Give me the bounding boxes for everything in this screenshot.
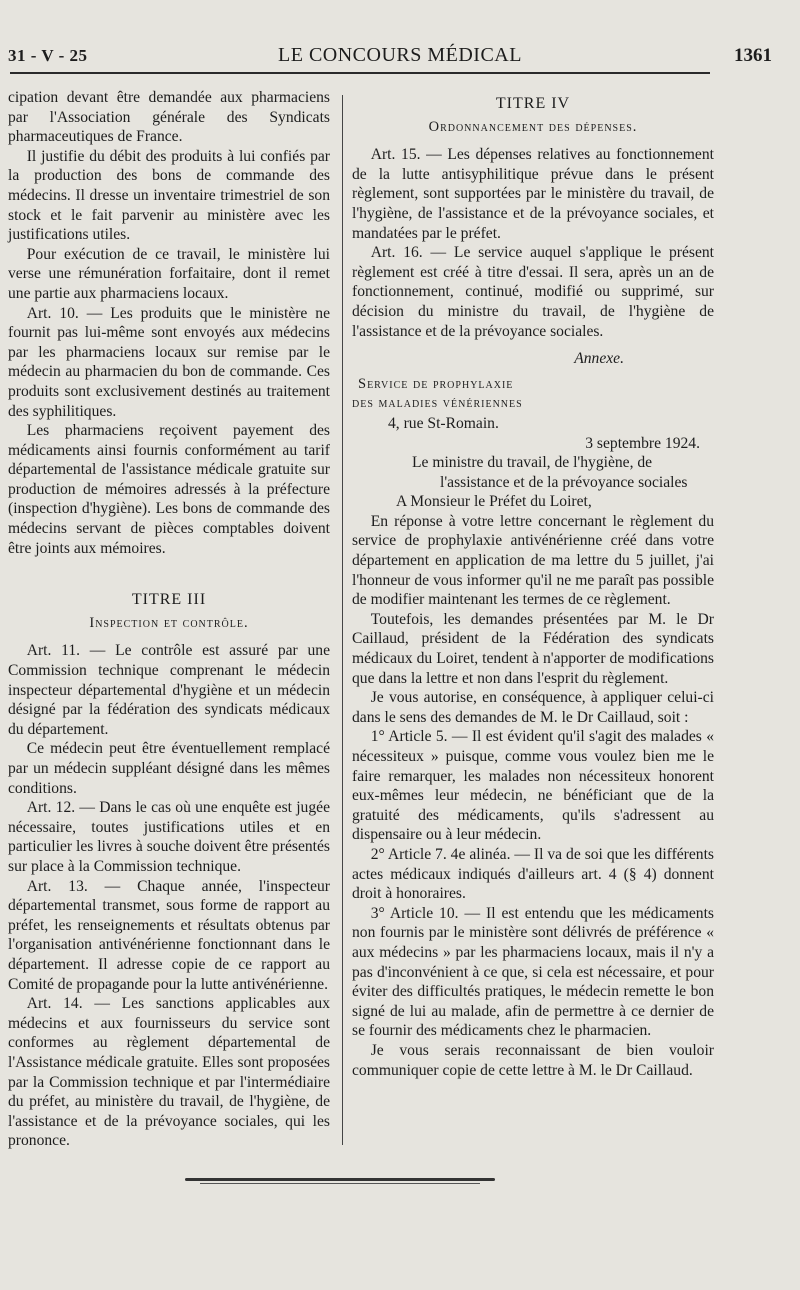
service-name-line1: Service de prophylaxie — [358, 375, 514, 392]
issue-date: 31 - V - 25 — [8, 46, 88, 65]
list-item-article-5: 1° Article 5. — Il est évident qu'il s'agit des malades « nécessiteux » puisque, comme vous voulez bien me le faire remarquer, les malades non nécessiteux honorent eux-mêmes leur médecin, ne bénéficiant que de la gratuité des médicaments, qu'ils s'adressent au dispensaire ou à leur médecin. — [352, 728, 714, 844]
article-10: Art. 10. — Les produits que le ministère ne fournit pas lui-même sont envoyés aux médecins par les pharmaciens locaux sur remise par le médecin au pharmacien du bon de commande. Ces produits sont exclusivement destinés au traitement des syphilitiques. — [8, 304, 330, 420]
article-15: Art. 15. — Les dépenses relatives au fonctionnement de la lutte antisyphilitique prévue dans le présent règlement, sont supportées par le ministère du travail, de l'hygiène, de l'assistance et de la prévoyance sociales, et mandatées par le préfet. — [352, 146, 714, 242]
letter-sender — [352, 453, 714, 492]
page-number: 1361 — [734, 45, 772, 66]
paragraph: Je vous autorise, en conséquence, à appliquer celui-ci dans le sens des demandes de M. le Dr Caillaud, soit : — [352, 689, 714, 726]
section-subtitle: Ordonnancement des dépenses. — [428, 118, 638, 135]
letter-recipient: A Monsieur le Préfet du Loiret, — [396, 493, 592, 511]
list-item-article-7: 2° Article 7. 4e alinéa. — Il va de soi que les différents actes médicaux indiqués d'ailleurs art. 4 (§ 4) donnent droit à honoraires. — [352, 845, 714, 903]
section-title-titre-iii: TITRE III — [131, 591, 207, 609]
article-13: Art. 13. — Chaque année, l'inspecteur départemental transmet, sous forme de rapport au préfet, les renseignements et résultats obtenus par l'organisation antivénérienne fonctionnant dans le département. Il adresse copie de ce rapport au Comité de propagande pour la lutte antivénérienne. — [8, 877, 330, 993]
section-subtitle: Inspection et contrôle. — [89, 614, 249, 631]
column-divider — [342, 95, 343, 1145]
list-item-article-10: 3° Article 10. — Il est entendu que les médicaments non fournis par le ministère sont délivrés de préférence « aux médecins » par les pharmaciens locaux, mais il n'y a pas d'inconvénient à ce que, si cela est nécessaire, et pour éviter des difficultés pratiques, le médecin remette le bon signé de lui au malade, afin de permettre à ce dernier de se fournir des médicaments chez le pharmacien. — [352, 904, 714, 1040]
footer-ornament-rule-thin — [200, 1183, 480, 1184]
page-header — [0, 40, 800, 74]
article-14: Art. 14. — Les sanctions applicables aux médecins et aux fournisseurs du service sont conformes au règlement départemental de l'Assistance médicale gratuite. Elles sont proposées par la Commission technique et par l'intermédiaire du préfet, au ministère du travail, de l'hygiène, de l'assistance et de la prévoyance sociales, qui les prononce. — [8, 995, 330, 1150]
section-title-titre-iv: TITRE IV — [495, 95, 571, 112]
article-11: Art. 11. — Le contrôle est assuré par une Commission technique comprenant le médecin inspecteur départemental d'hygiène et un médecin désigné par la fédération des syndicats médicaux du département. — [8, 642, 330, 738]
letter-date: 3 septembre 1924. — [585, 434, 700, 452]
sender-line2: l'assistance et de la prévoyance sociales — [440, 473, 688, 491]
service-name-line2: des maladies vénériennes — [352, 395, 523, 412]
article-12: Art. 12. — Dans le cas où une enquête est jugée nécessaire, toutes justifications utiles et en particulier les livres à souche doivent être présentés sur place à la Commission technique. — [8, 799, 330, 875]
closing-paragraph: Je vous serais reconnaissant de bien vouloir communiquer copie de cette lettre à M. le Dr Caillaud. — [352, 1041, 714, 1079]
left-column — [8, 88, 330, 1151]
footer-ornament-rule — [185, 1178, 495, 1181]
right-column — [352, 88, 714, 1080]
annexe-heading: Annexe. — [574, 350, 624, 368]
paragraph: En réponse à votre lettre concernant le règlement du service de prophylaxie antivénérienne créé dans votre département en application de ma lettre du 5 juillet, j'ai l'honneur de vous informer qu'il ne me paraît pas possible de modifier maintenant les termes de ce règlement. — [352, 512, 714, 609]
paragraph: Pour exécution de ce travail, le ministère lui verse une rémunération forfaitaire, dont il remet une partie aux pharmaciens locaux. — [8, 245, 330, 302]
paragraph: Il justifie du débit des produits à lui confiés par la production des bons de commande des médecins. Il dresse un inventaire trimestriel de son stock et le fait parvenir au ministère avec les justifications utiles. — [8, 147, 330, 244]
header-rule — [10, 72, 710, 74]
paragraph: cipation devant être demandée aux pharmaciens par l'Association générale des Syndicats pharmaceutiques de France. — [8, 89, 330, 146]
journal-title: LE CONCOURS MÉDICAL — [278, 44, 522, 66]
paragraph: Les pharmaciens reçoivent payement des médicaments ainsi fournis conformément au tarif départemental de l'assistance médicale gratuite sur production de mémoires adressés à la préfecture (inspection d'hygiène). Les bons de commande des médecins servant de pièces comptables doivent être joints aux mémoires. — [8, 422, 330, 557]
service-address: 4, rue St-Romain. — [388, 414, 499, 432]
article-16: Art. 16. — Le service auquel s'applique le présent règlement est créé à titre d'essai. Il sera, après un an de fonctionnement, continué, modifié ou supprimé, sur décision du ministre du travail, de l'hygiène de l'assistance et de la prévoyance sociales. — [352, 244, 714, 340]
paragraph: Toutefois, les demandes présentées par M. le Dr Caillaud, président de la Fédération des syndicats médicaux du Loiret, tendent à n'apporter de modifications que dans la lettre et non dans l'esprit du règlement. — [352, 610, 714, 687]
paragraph: Ce médecin peut être éventuellement remplacé par un médecin suppléant désigné dans les mêmes conditions. — [8, 740, 330, 797]
sender-line1: Le ministre du travail, de l'hygiène, de — [412, 454, 653, 472]
